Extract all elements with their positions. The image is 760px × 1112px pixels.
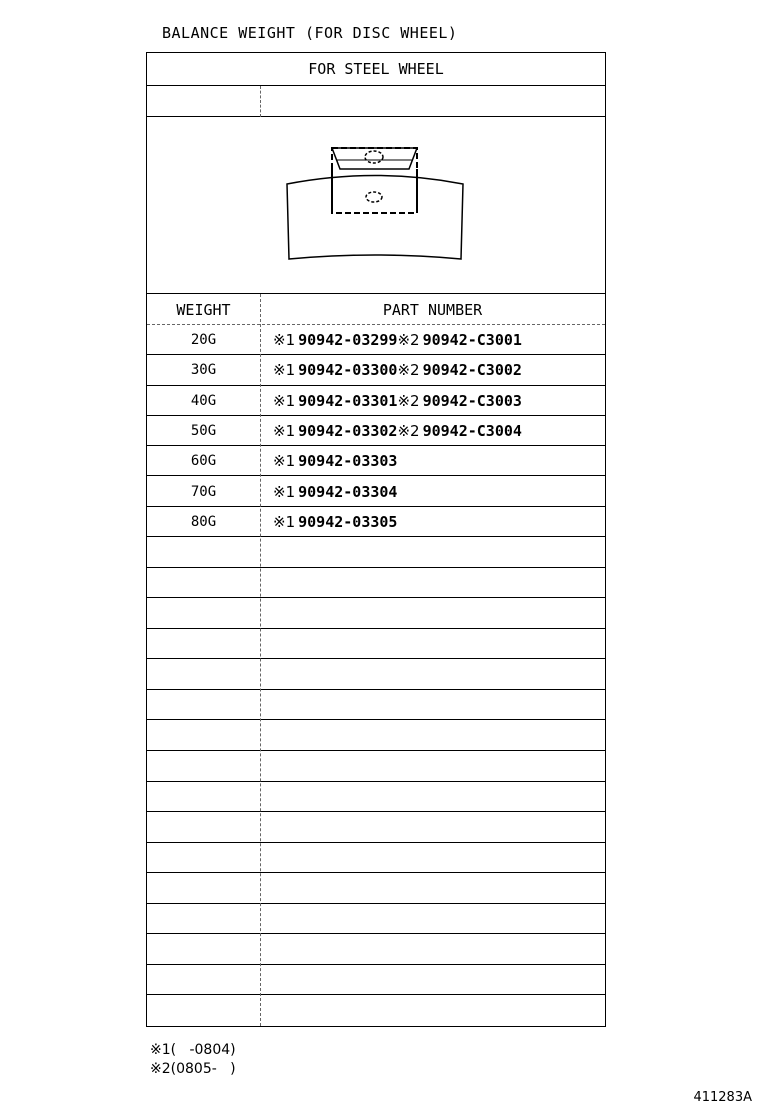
footnote-2: ※2(0805- ) — [150, 1061, 236, 1077]
table-row — [147, 477, 605, 507]
part-number-cell — [273, 361, 522, 379]
marker-2: ※2 — [397, 331, 420, 349]
part-number-1: 90942-03301 — [298, 391, 398, 410]
empty-row — [147, 751, 605, 782]
marker-1: ※1 — [273, 421, 296, 440]
empty-row — [147, 965, 605, 996]
empty-row — [147, 812, 605, 843]
empty-row — [147, 934, 605, 965]
empty-row — [147, 720, 605, 751]
part-number-1: 90942-03299 — [298, 331, 398, 349]
column-divider — [260, 294, 261, 1026]
weight-cell: 60G — [190, 453, 217, 470]
weight-cell: 50G — [190, 422, 217, 439]
section-header-row — [147, 53, 605, 86]
table-row — [147, 446, 605, 476]
empty-row — [147, 568, 605, 599]
marker-1: ※1 — [273, 512, 296, 531]
part-number-2: 90942-C3001 — [422, 331, 522, 349]
part-number-cell — [273, 513, 397, 531]
part-number-2: 90942-C3003 — [422, 391, 522, 410]
table-row — [147, 416, 605, 446]
part-number-1: 90942-03304 — [298, 482, 398, 501]
part-number-1: 90942-03302 — [298, 421, 398, 440]
part-number-2: 90942-C3002 — [422, 361, 522, 380]
blank-row — [147, 86, 605, 117]
column-divider — [260, 86, 261, 117]
weight-cell: 40G — [190, 392, 217, 409]
part-number-1: 90942-03300 — [298, 361, 398, 380]
weight-column-header: WEIGHT — [176, 301, 231, 319]
illustration-row — [147, 117, 605, 294]
table-row — [147, 507, 605, 537]
marker-1: ※1 — [273, 361, 296, 380]
empty-row — [147, 598, 605, 629]
weight-cell: 80G — [190, 513, 217, 530]
weight-cell: 20G — [190, 332, 217, 348]
marker-2: ※2 — [397, 421, 420, 440]
part-number-1: 90942-03305 — [298, 512, 398, 531]
marker-1: ※1 — [273, 452, 296, 471]
table-row — [147, 355, 605, 385]
empty-row — [147, 843, 605, 874]
marker-1: ※1 — [273, 482, 296, 501]
empty-row — [147, 659, 605, 690]
empty-row — [147, 782, 605, 813]
table-row — [147, 386, 605, 416]
table-row — [147, 325, 605, 355]
empty-row — [147, 873, 605, 904]
part-number-2: 90942-C3004 — [422, 421, 522, 440]
weight-cell: 30G — [190, 362, 217, 379]
empty-row — [147, 537, 605, 568]
balance-weight-illustration — [147, 117, 604, 293]
empty-row — [147, 904, 605, 935]
empty-row — [147, 690, 605, 721]
part-number-1: 90942-03303 — [298, 452, 398, 471]
marker-2: ※2 — [397, 361, 420, 380]
part-number-cell — [273, 452, 397, 470]
page-title: BALANCE WEIGHT (FOR DISC WHEEL) — [162, 24, 458, 42]
empty-row — [147, 995, 605, 1026]
part-number-cell — [273, 331, 522, 349]
marker-1: ※1 — [273, 331, 296, 349]
parts-table — [146, 52, 606, 1027]
footnote-1: ※1( -0804) — [150, 1042, 236, 1058]
weight-cell: 70G — [190, 483, 217, 500]
part-number-cell — [273, 392, 522, 410]
marker-2: ※2 — [397, 391, 420, 410]
part-number-cell — [273, 483, 397, 501]
part-number-cell — [273, 422, 522, 440]
part-number-column-header: PART NUMBER — [382, 301, 483, 319]
column-header-row — [147, 294, 605, 325]
marker-1: ※1 — [273, 391, 296, 410]
footnotes — [150, 1041, 236, 1079]
section-header: FOR STEEL WHEEL — [308, 60, 444, 78]
figure-id: 411283A — [693, 1090, 752, 1105]
empty-row — [147, 629, 605, 660]
